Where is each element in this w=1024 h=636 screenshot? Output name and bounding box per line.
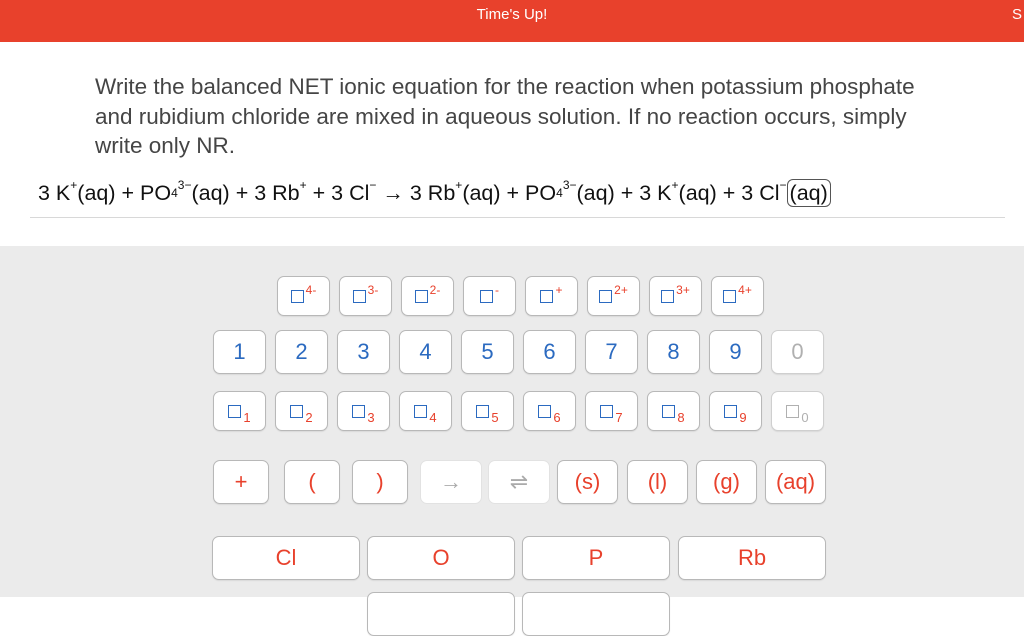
placeholder-box-icon [414, 405, 427, 418]
key-label: 7 [615, 409, 623, 425]
key-label: 6 [553, 409, 561, 425]
subscript-key-8[interactable] [647, 391, 700, 431]
subscript-key-5[interactable] [461, 391, 514, 431]
element-key-partial[interactable] [522, 592, 670, 636]
eq-charge: + [70, 178, 78, 192]
key-label: 3+ [676, 283, 690, 297]
eq-part: (aq) + PO [77, 181, 172, 205]
key-label: 8 [677, 409, 685, 425]
eq-part: (aq) + 3 Cl [678, 181, 780, 205]
key-label: 9 [739, 409, 747, 425]
key-label: 1 [243, 409, 251, 425]
state-solid-key[interactable]: (s) [557, 460, 618, 504]
keypad-panel [0, 246, 1024, 597]
placeholder-box-icon [538, 405, 551, 418]
eq-part: 3 K [38, 181, 71, 205]
answer-field[interactable] [30, 178, 1005, 218]
placeholder-box-icon [415, 290, 428, 303]
charge-key-minus[interactable] [463, 276, 516, 316]
eq-charge: + [671, 178, 679, 192]
key-label: 5 [491, 409, 499, 425]
key-label: 2- [429, 283, 441, 297]
placeholder-box-icon [723, 290, 736, 303]
equilibrium-arrow-key[interactable]: ⇌ [488, 460, 550, 504]
number-key-0[interactable]: 0 [771, 330, 824, 374]
key-label: 2+ [614, 283, 628, 297]
plus-key[interactable]: + [213, 460, 269, 504]
subscript-key-1[interactable] [213, 391, 266, 431]
number-key-1[interactable]: 1 [213, 330, 266, 374]
state-aqueous-key[interactable]: (aq) [765, 460, 826, 504]
eq-charge: + [455, 178, 463, 192]
placeholder-box-icon [480, 290, 493, 303]
subscript-key-7[interactable] [585, 391, 638, 431]
subscript-key-6[interactable] [523, 391, 576, 431]
placeholder-box-icon [661, 290, 674, 303]
key-label: 3- [367, 283, 379, 297]
key-label: + [555, 283, 563, 297]
placeholder-box-icon [228, 405, 241, 418]
placeholder-box-icon [353, 290, 366, 303]
number-key-6[interactable]: 6 [523, 330, 576, 374]
eq-part: (aq) + 3 Rb [191, 181, 300, 205]
eq-part: (aq) + 3 K [576, 181, 672, 205]
placeholder-box-icon [662, 405, 675, 418]
open-paren-key[interactable]: ( [284, 460, 340, 504]
charge-key-4-plus[interactable] [711, 276, 764, 316]
placeholder-box-icon [540, 290, 553, 303]
subscript-key-4[interactable] [399, 391, 452, 431]
eq-charge: 3− [177, 178, 192, 192]
placeholder-box-icon [599, 290, 612, 303]
answer-equation [38, 178, 831, 206]
placeholder-box-icon [786, 405, 799, 418]
element-key-partial[interactable] [367, 592, 515, 636]
number-key-9[interactable]: 9 [709, 330, 762, 374]
key-label: 3 [367, 409, 375, 425]
eq-subscript: 4 [556, 186, 563, 200]
top-bar [0, 0, 1024, 42]
eq-charge: 3− [562, 178, 577, 192]
element-key-rb[interactable]: Rb [678, 536, 826, 580]
timer-status: Time's Up! [476, 6, 548, 23]
close-paren-key[interactable]: ) [352, 460, 408, 504]
charge-key-2-minus[interactable] [401, 276, 454, 316]
eq-part: → 3 Rb [376, 181, 456, 205]
eq-cursor-token[interactable]: (aq) [787, 179, 831, 207]
key-label: - [495, 283, 499, 297]
placeholder-box-icon [724, 405, 737, 418]
subscript-key-2[interactable] [275, 391, 328, 431]
placeholder-box-icon [290, 405, 303, 418]
placeholder-box-icon [352, 405, 365, 418]
key-label: 4- [305, 283, 317, 297]
placeholder-box-icon [291, 290, 304, 303]
charge-key-plus[interactable] [525, 276, 578, 316]
eq-subscript: 4 [171, 186, 178, 200]
charge-key-3-plus[interactable] [649, 276, 702, 316]
subscript-key-0[interactable] [771, 391, 824, 431]
top-bar-edge-text: S [1011, 6, 1022, 23]
element-key-cl[interactable]: Cl [212, 536, 360, 580]
charge-key-4-minus[interactable] [277, 276, 330, 316]
key-label: 2 [305, 409, 313, 425]
number-key-8[interactable]: 8 [647, 330, 700, 374]
element-key-o[interactable]: O [367, 536, 515, 580]
question-text: Write the balanced NET ionic equation for the reaction when potassium phosphate and rubidium chloride are mixed in aqueous solution. If no reaction occurs, simply write only NR. [95, 74, 915, 158]
number-key-7[interactable]: 7 [585, 330, 638, 374]
eq-charge: − [369, 178, 377, 192]
state-liquid-key[interactable]: (l) [627, 460, 688, 504]
number-key-2[interactable]: 2 [275, 330, 328, 374]
eq-charge: − [779, 178, 787, 192]
number-key-5[interactable]: 5 [461, 330, 514, 374]
subscript-key-3[interactable] [337, 391, 390, 431]
reaction-arrow-key[interactable]: → [420, 460, 482, 504]
key-label: 4 [429, 409, 437, 425]
eq-part: (aq) + PO [462, 181, 557, 205]
charge-key-3-minus[interactable] [339, 276, 392, 316]
eq-charge: + [299, 178, 307, 192]
number-key-4[interactable]: 4 [399, 330, 452, 374]
placeholder-box-icon [600, 405, 613, 418]
placeholder-box-icon [476, 405, 489, 418]
key-label: 0 [801, 409, 809, 425]
state-gas-key[interactable]: (g) [696, 460, 757, 504]
key-label: 4+ [738, 283, 752, 297]
charge-key-2-plus[interactable] [587, 276, 640, 316]
subscript-key-9[interactable] [709, 391, 762, 431]
element-key-p[interactable]: P [522, 536, 670, 580]
eq-part: + 3 Cl [306, 181, 370, 205]
number-key-3[interactable]: 3 [337, 330, 390, 374]
